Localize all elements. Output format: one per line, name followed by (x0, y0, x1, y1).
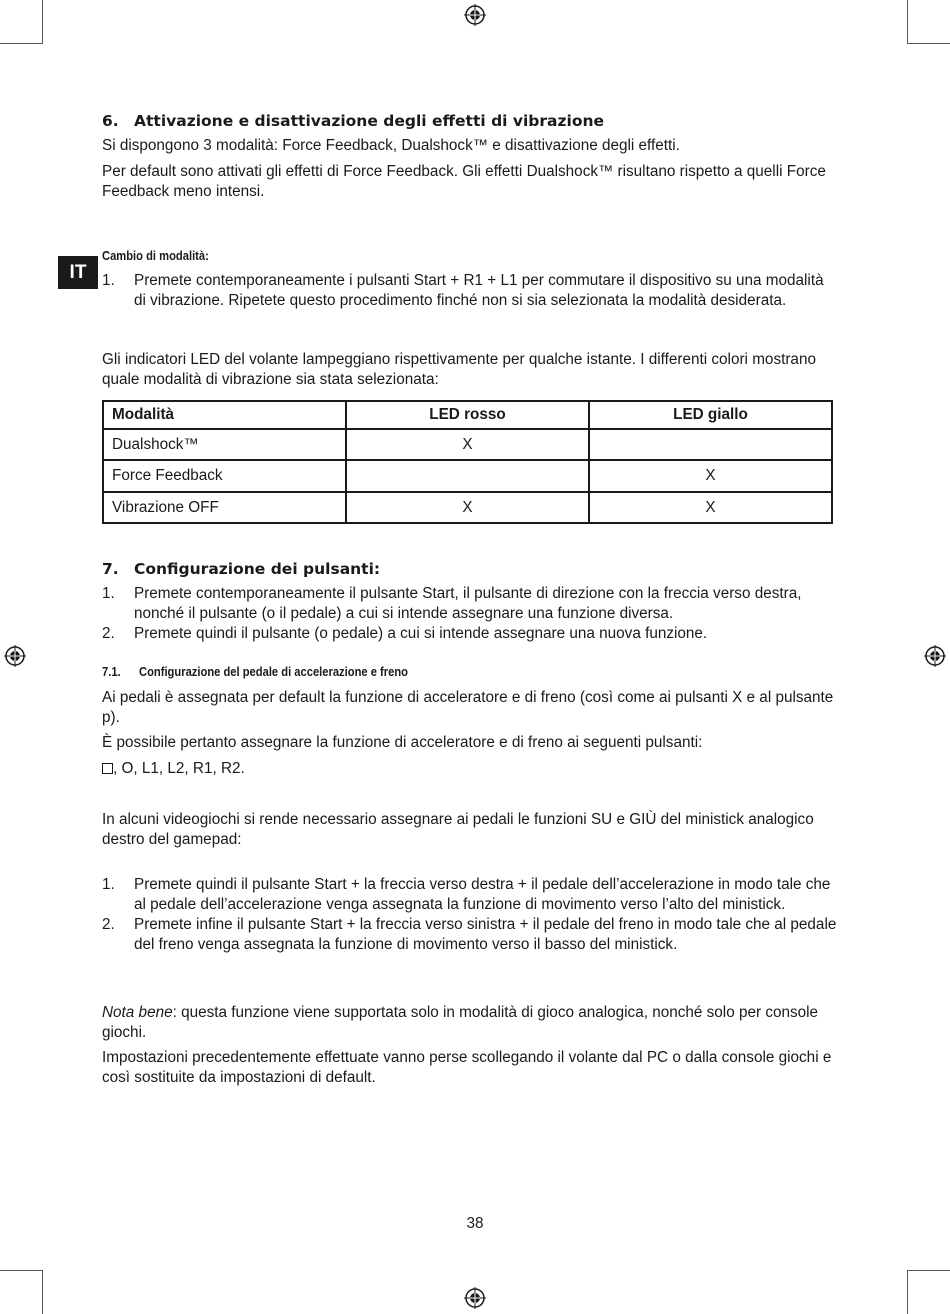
list-item (102, 915, 837, 955)
section-number: 7.1. (102, 664, 121, 679)
table-header-cell: LED giallo (589, 401, 832, 429)
table-cell (589, 429, 832, 460)
crop-mark (907, 1270, 908, 1314)
list-number: 1. (102, 876, 115, 893)
ministick-steps (102, 875, 837, 955)
paragraph: Impostazioni precedentemente effettuate vanno perse scollegando il volante dal PC o dalla console giochi e così sostituite da impostazioni di default. (102, 1049, 832, 1086)
section-7 (102, 559, 837, 644)
registration-mark-icon (464, 1287, 486, 1309)
list-text: Premete quindi il pulsante Start + la freccia verso destra + il pedale dell’accelerazione in modo tale che al pedale dell’accelerazione venga assegnata la funzione di movimento verso l’alto del ministick. (134, 876, 831, 913)
table-cell: Force Feedback (103, 460, 346, 492)
list-text: Premete contemporaneamente il pulsante Start, il pulsante di direzione con la freccia verso destra, nonché il pulsante (o il pedale) a cui si intende assegnare una funzione diversa. (134, 585, 802, 622)
list-number: 1. (102, 585, 115, 602)
paragraph: Gli indicatori LED del volante lampeggiano rispettivamente per qualche istante. I differenti colori mostrano quale modalità di vibrazione sia stata selezionata: (102, 351, 816, 388)
list-number: 1. (102, 272, 115, 289)
table-row (103, 429, 832, 460)
ministick-intro (102, 810, 837, 850)
table-header-cell: Modalità (103, 401, 346, 429)
registration-mark-icon (4, 645, 26, 667)
language-tab: IT (58, 256, 98, 289)
mode-change (102, 246, 837, 311)
list-text: Premete quindi il pulsante (o pedale) a cui si intende assegnare una nuova funzione. (134, 625, 708, 642)
section-number: 7. (102, 560, 119, 578)
paragraph: Ai pedali è assegnata per default la funzione di acceleratore e di freno (così come ai pulsanti X e al pulsante p). (102, 689, 834, 726)
paragraph: È possibile pertanto assegnare la funzione di acceleratore e di freno ai seguenti pulsanti: (102, 734, 703, 751)
note-paragraph (102, 1003, 837, 1043)
notes (102, 1003, 837, 1088)
paragraph: In alcuni videogiochi si rende necessario assegnare ai pedali le funzioni SU e GIÙ del ministick analogico destro del gamepad: (102, 811, 814, 848)
table-cell: X (589, 492, 832, 523)
subsection-heading (102, 662, 837, 682)
crop-mark (0, 1270, 42, 1271)
sub-heading: Cambio di modalità: (102, 248, 209, 263)
list-item (102, 624, 837, 644)
list-number: 2. (102, 625, 115, 642)
list-item (102, 875, 837, 915)
section-7-heading (102, 559, 837, 579)
square-button-icon (102, 763, 113, 774)
registration-mark-icon (464, 4, 486, 26)
table-row (103, 492, 832, 523)
section-number: 6. (102, 112, 119, 130)
table-header-cell: LED rosso (346, 401, 589, 429)
section-title: Attivazione e disattivazione degli effetti di vibrazione (134, 112, 605, 130)
list-number: 2. (102, 916, 115, 933)
button-list-text: , O, L1, L2, R1, R2. (113, 760, 245, 777)
paragraph: Per default sono attivati gli effetti di Force Feedback. Gli effetti Dualshock™ risultano rispetto a quelli Force Feedback meno intensi. (102, 163, 826, 200)
list-text: Premete infine il pulsante Start + la freccia verso sinistra + il pedale del freno in modo tale che al pedale del freno venga assegnata la funzione di movimento verso il basso del ministick. (134, 916, 837, 953)
table-cell: X (346, 429, 589, 460)
section-6 (102, 111, 837, 202)
section-title: Configurazione del pedale di accelerazione e freno (139, 664, 409, 679)
list-item (102, 584, 837, 624)
table-cell: Vibrazione OFF (103, 492, 346, 523)
crop-mark (42, 0, 43, 44)
crop-mark (908, 43, 950, 44)
table-row (103, 460, 832, 492)
list-item (102, 271, 837, 311)
table-cell: Dualshock™ (103, 429, 346, 460)
registration-mark-icon (924, 645, 946, 667)
table-cell: X (589, 460, 832, 492)
section-title: Configurazione dei pulsanti: (134, 560, 381, 578)
section-6-heading (102, 111, 837, 131)
table-cell (346, 460, 589, 492)
table-header-row (103, 401, 832, 429)
crop-mark (907, 0, 908, 44)
crop-mark (0, 43, 42, 44)
note-text: : questa funzione viene supportata solo in modalità di gioco analogica, nonché solo per console giochi. (102, 1004, 819, 1041)
led-table (102, 400, 833, 524)
led-intro (102, 350, 837, 390)
paragraph: Si dispongono 3 modalità: Force Feedback, Dualshock™ e disattivazione degli effetti. (102, 137, 680, 154)
crop-mark (908, 1270, 950, 1271)
table-cell: X (346, 492, 589, 523)
button-list (102, 759, 837, 779)
page-number: 38 (466, 1215, 484, 1232)
crop-mark (42, 1270, 43, 1314)
list-text: Premete contemporaneamente i pulsanti Start + R1 + L1 per commutare il dispositivo su una modalità di vibrazione. Ripetete questo procedimento finché non si sia selezionata la modalità desiderata. (134, 272, 824, 309)
note-label: Nota bene (102, 1004, 173, 1021)
section-7-1 (102, 662, 837, 779)
